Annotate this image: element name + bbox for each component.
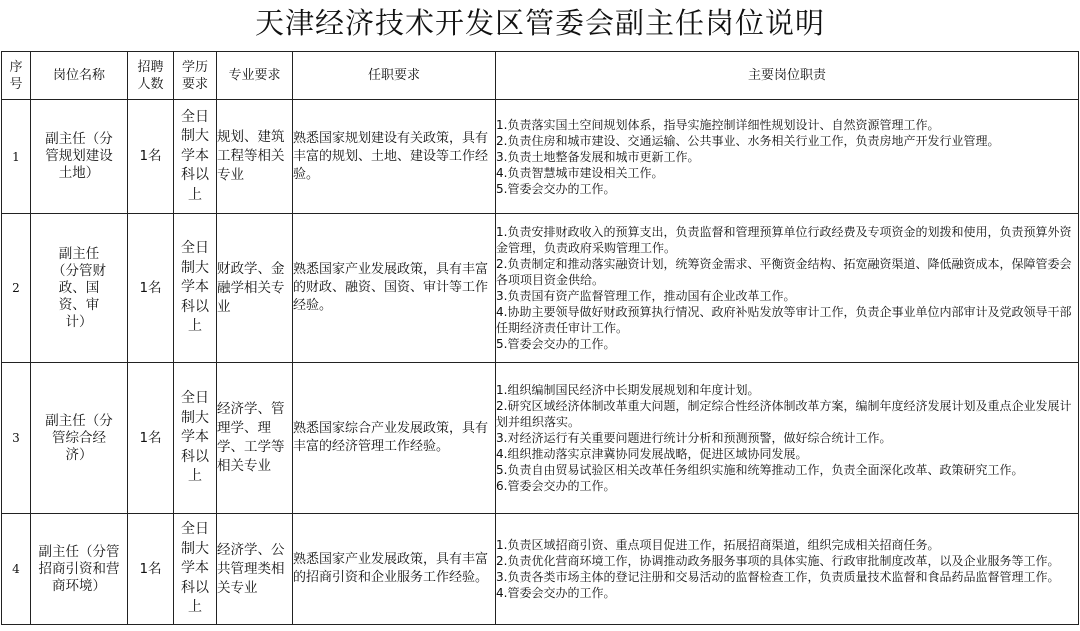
table-row — [2, 363, 1079, 514]
row-seq: 4 — [2, 514, 31, 625]
duty-item: 4.负责智慧城市建设相关工作。 — [496, 165, 664, 180]
duty-item: 3.对经济运行有关重要问题进行统计分析和预测预警，做好综合统计工作。 — [496, 431, 892, 445]
row-requirements: 熟悉国家产业发展政策，具有丰富的财政、融资、国资、审计等工作经验。 — [293, 214, 496, 363]
row-requirements: 熟悉国家综合产业发展政策，具有丰富的经济管理工作经验。 — [293, 363, 496, 514]
row-education: 全日制大学本科以上 — [174, 100, 217, 214]
duty-item: 1.组织编制国民经济中长期发展规划和年度计划。 — [496, 383, 760, 397]
duty-item: 1.负责落实国土空间规划体系，指导实施控制详细性规划设计、自然资源管理工作。 — [496, 117, 940, 132]
duty-item: 1.负责安排财政收入的预算支出，负责监督和管理预算单位行政经费及专项资金的划拨和使用，负责预算外资金管理，负责政府采购管理工作。 — [496, 225, 1072, 255]
row-count: 1名 — [128, 100, 174, 214]
duty-item: 4.管委会交办的工作。 — [496, 586, 616, 600]
row-education: 全日制大学本科以上 — [174, 363, 217, 514]
duty-item: 6.管委会交办的工作。 — [496, 479, 616, 493]
row-position: 副主任（分管综合经济） — [31, 363, 128, 514]
duty-item: 3.负责国有资产监督管理工作，推动国有企业改革工作。 — [496, 289, 796, 303]
table-row — [2, 214, 1079, 363]
position-table — [1, 51, 1079, 625]
page-title: 天津经济技术开发区管委会副主任岗位说明 — [254, 6, 825, 40]
duty-item: 4.组织推动落实京津冀协同发展战略，促进区域协同发展。 — [496, 447, 808, 461]
duty-item: 5.管委会交办的工作。 — [496, 337, 616, 351]
row-count: 1名 — [128, 363, 174, 514]
header-row — [2, 52, 1079, 100]
table-row — [2, 514, 1079, 625]
row-education: 全日制大学本科以上 — [174, 214, 217, 363]
duty-item: 5.管委会交办的工作。 — [496, 181, 616, 196]
row-count: 1名 — [128, 514, 174, 625]
row-duties — [496, 100, 1079, 214]
table-row — [2, 100, 1079, 214]
duty-item: 2.负责制定和推动落实融资计划，统筹资金需求、平衡资金结构、拓宽融资渠道、降低融资成本，保障管委会各项项目资金供给。 — [496, 257, 1072, 287]
row-requirements: 熟悉国家规划建设有关政策，具有丰富的规划、土地、建设等工作经验。 — [293, 100, 496, 214]
row-major: 财政学、金融学相关专业 — [217, 214, 293, 363]
row-position: 副主任（分管财政、国资、审计） — [31, 214, 128, 363]
row-duties — [496, 363, 1079, 514]
row-major: 规划、建筑工程等相关专业 — [217, 100, 293, 214]
duties-list — [496, 117, 1078, 197]
row-seq: 3 — [2, 363, 31, 514]
duty-item: 2.负责住房和城市建设、交通运输、公共事业、水务相关行业工作，负责房地产开发行业管理。 — [496, 133, 1000, 148]
duty-item: 3.负责土地整备发展和城市更新工作。 — [496, 149, 700, 164]
row-major: 经济学、管理学、理学、工学等相关专业 — [217, 363, 293, 514]
duty-item: 3.负责各类市场主体的登记注册和交易活动的监督检查工作，负责质量技术监督和食品药品监督管理工作。 — [496, 570, 1060, 584]
row-requirements: 熟悉国家产业发展政策，具有丰富的招商引资和企业服务工作经验。 — [293, 514, 496, 625]
duty-item: 2.研究区域经济体制改革重大问题，制定综合性经济体制改革方案，编制年度经济发展计划及重点企业发展计划并组织落实。 — [496, 399, 1072, 429]
header-duties: 主要岗位职责 — [496, 52, 1079, 100]
header-major: 专业要求 — [217, 52, 293, 100]
header-position: 岗位名称 — [31, 52, 128, 100]
row-duties — [496, 214, 1079, 363]
row-education: 全日制大学本科以上 — [174, 514, 217, 625]
header-education: 学历要求 — [174, 52, 217, 100]
duties-list — [496, 382, 1078, 494]
row-seq: 2 — [2, 214, 31, 363]
header-seq: 序号 — [2, 52, 31, 100]
duty-item: 1.负责区域招商引资、重点项目促进工作，拓展招商渠道，组织完成相关招商任务。 — [496, 538, 940, 552]
row-seq: 1 — [2, 100, 31, 214]
row-position: 副主任（分管招商引资和营商环境） — [31, 514, 128, 625]
header-requirements: 任职要求 — [293, 52, 496, 100]
duty-item: 5.负责自由贸易试验区相关改革任务组织实施和统筹推动工作，负责全面深化改革、政策研究工作。 — [496, 463, 1024, 477]
row-major: 经济学、公共管理类相关专业 — [217, 514, 293, 625]
duties-list — [496, 537, 1078, 601]
duties-list — [496, 224, 1078, 352]
duty-item: 2.负责优化营商环境工作，协调推动政务服务事项的具体实施、行政审批制度改革，以及企业服务等工作。 — [496, 554, 1060, 568]
duty-item: 4.协助主要领导做好财政预算执行情况、政府补贴发放等审计工作，负责企事业单位内部审计及党政领导干部任期经济责任审计工作。 — [496, 305, 1072, 335]
header-count: 招聘人数 — [128, 52, 174, 100]
row-duties — [496, 514, 1079, 625]
row-position: 副主任（分管规划建设土地） — [31, 100, 128, 214]
row-count: 1名 — [128, 214, 174, 363]
